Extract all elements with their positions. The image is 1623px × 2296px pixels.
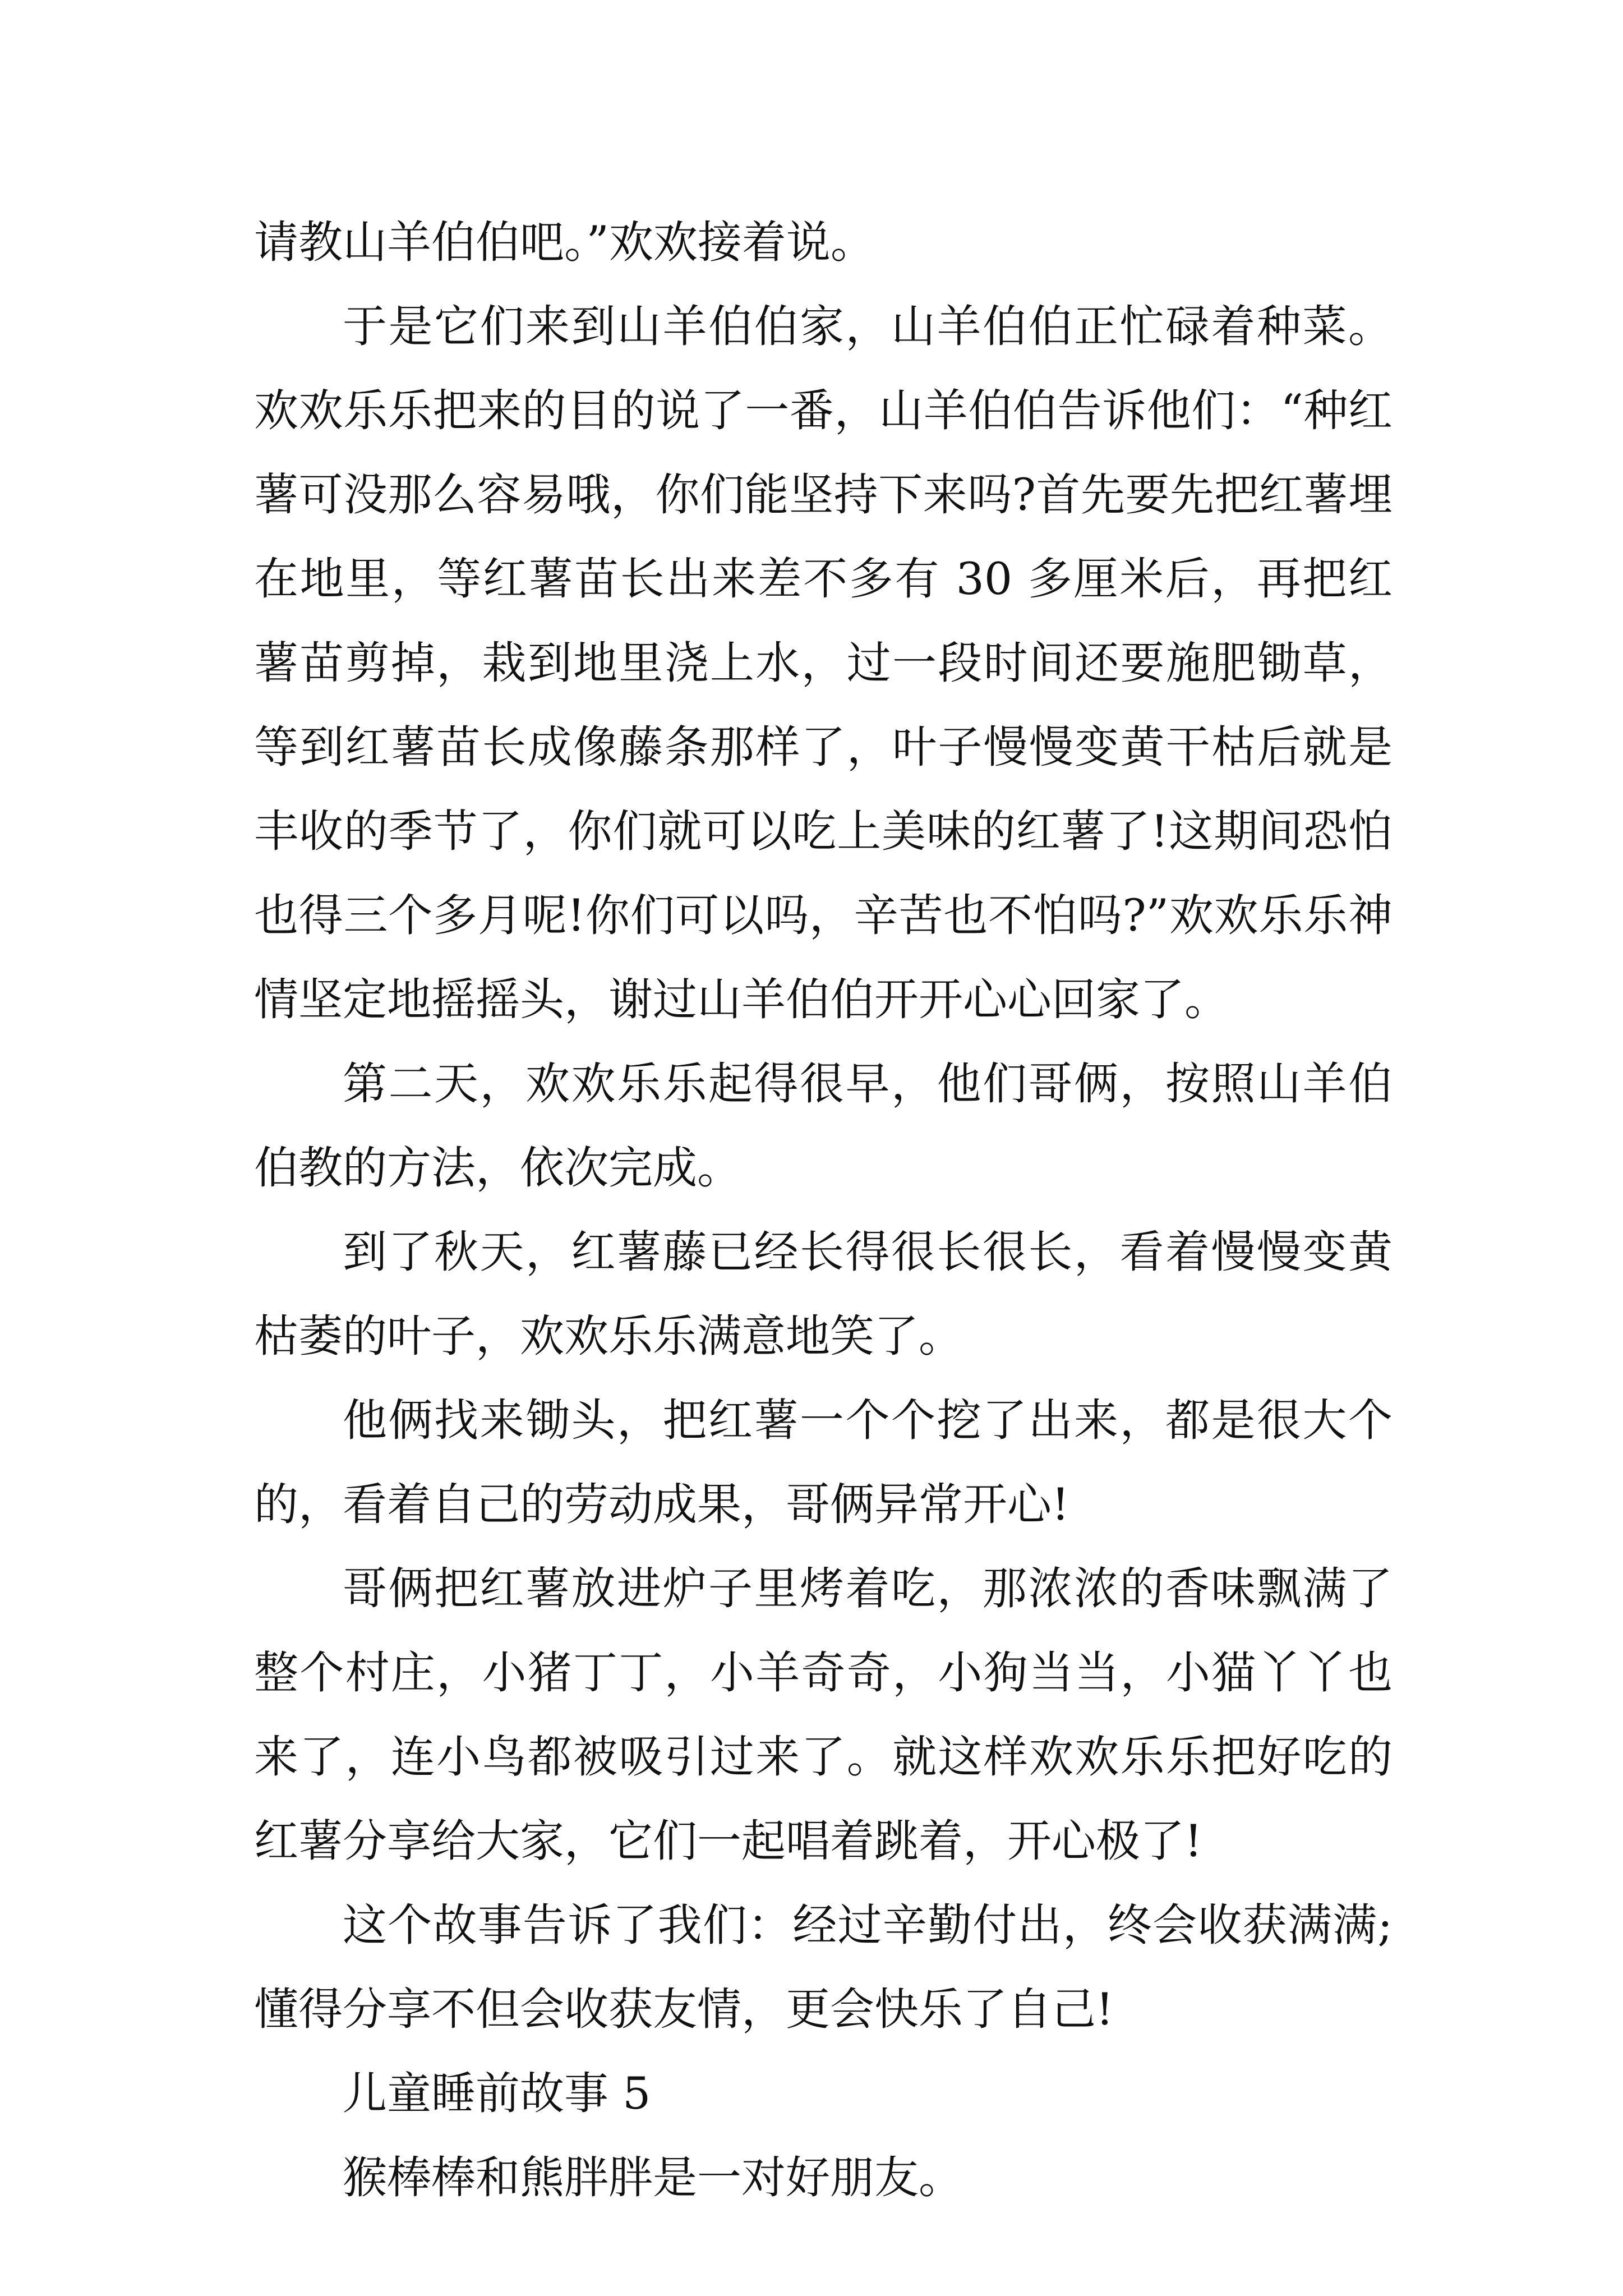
document-body <box>254 200 1393 2220</box>
paragraph: 这个故事告诉了我们：经过辛勤付出，终会收获满满;懂得分享不但会收获友情，更会快乐了自己! <box>254 1899 1393 2035</box>
paragraph: 第二天，欢欢乐乐起得很早，他们哥俩，按照山羊伯伯教的方法，依次完成。 <box>254 1058 1393 1194</box>
paragraph: 他俩找来锄头，把红薯一个个挖了出来，都是很大个的，看着自己的劳动成果，哥俩异常开心! <box>254 1395 1393 1530</box>
paragraph: 哥俩把红薯放进炉子里烤着吃，那浓浓的香味飘满了整个村庄，小猪丁丁，小羊奇奇，小狗当当，小猫丫丫也来了，连小鸟都被吸引过来了。就这样欢欢乐乐把好吃的红薯分享给大家，它们一起唱着跳着，开心极了! <box>254 1563 1393 1867</box>
paragraph: 到了秋天，红薯藤已经长得很长很长，看着慢慢变黄枯萎的叶子，欢欢乐乐满意地笑了。 <box>254 1226 1393 1362</box>
section-heading: 儿童睡前故事 5 <box>343 2068 651 2119</box>
paragraph: 请教山羊伯伯吧。”欢欢接着说。 <box>254 217 875 268</box>
paragraph: 猴棒棒和熊胖胖是一对好朋友。 <box>343 2152 963 2203</box>
paragraph: 于是它们来到山羊伯伯家，山羊伯伯正忙碌着种菜。欢欢乐乐把来的目的说了一番，山羊伯伯告诉他们：“种红薯可没那么容易哦，你们能坚持下来吗?首先要先把红薯埋在地里，等红薯苗长出来差不多有 30 多厘米后，再把红薯苗剪掉，栽到地里浇上水，过一段时间还要施肥锄草，等到红薯苗长成像藤条那样了，叶子慢慢变黄干枯后就是丰收的季节了，你们就可以吃上美味的红薯了!这期间恐怕也得三个多月呢!你们可以吗，辛苦也不怕吗?”欢欢乐乐神情坚定地摇摇头，谢过山羊伯伯开开心心回家了。 <box>254 301 1393 1025</box>
